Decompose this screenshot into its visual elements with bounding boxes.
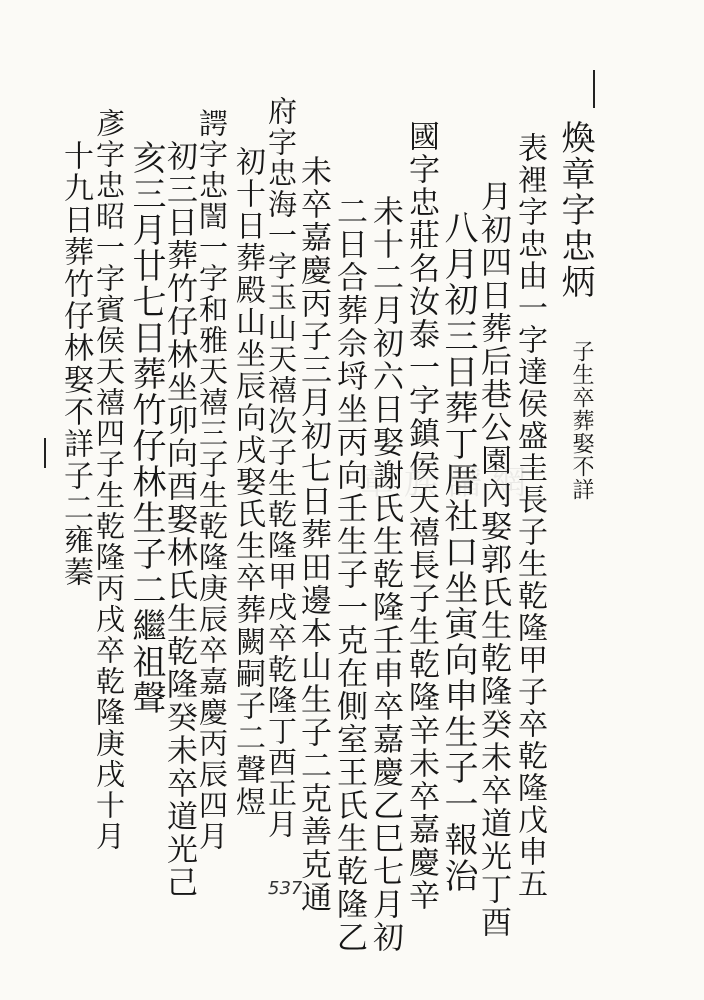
column-3: 月初四日葬后巷公園內娶郭氏生乾隆癸未卒道光丁酉	[475, 180, 511, 939]
column-1: 煥章字忠炳	[555, 120, 595, 300]
column-11: 諤字忠誾一字和雅天禧三子生乾隆庚辰卒嘉慶丙辰四月	[195, 108, 229, 852]
column-2: 表裡字忠由一字達侯盛圭長子生乾隆甲子卒乾隆戊申五	[512, 132, 547, 900]
left-margin-rule	[44, 438, 46, 468]
column-7: 二日合葬佘埒坐丙向壬生子一克在側室王氏生乾隆乙	[331, 195, 367, 954]
column-15: 十九日葬竹仔林娶不詳子二雍蓁	[58, 140, 93, 588]
page-number: 537	[268, 878, 303, 899]
column-10: 初十日葬殿山坐辰向戌娶氏生卒葬闕嗣子二聲煜	[230, 146, 265, 818]
column-12: 初三日葬竹仔林坐卯向酉娶林氏生乾隆癸未卒道光己	[161, 140, 197, 899]
column-13: 亥三月廿七日葬竹仔林生子二繼祖聲	[126, 140, 166, 716]
column-6: 未十二月初六日娶謝氏生乾隆壬申卒嘉慶乙巳七月初	[367, 195, 403, 954]
column-14: 彥字忠昭一字賓侯天禧四子生乾隆丙戌卒乾隆庚戌十月	[92, 108, 126, 852]
column-9: 府字忠海一字玉山天禧次子生乾隆甲戌卒乾隆丁酉正月	[264, 96, 298, 840]
column-8: 未卒嘉慶丙子三月初七日葬田邊本山生子二克善克通	[295, 155, 331, 914]
top-right-rule	[593, 70, 595, 108]
column-1-annotation: 子生卒葬娶不詳	[569, 340, 594, 501]
column-5: 國字忠莊名汝泰一字鎮侯天禧長子生乾隆辛未卒嘉慶辛	[403, 120, 439, 912]
column-4: 八月初三日葬丁厝社口坐寅向申生子一報治	[438, 210, 478, 894]
watermark: 章族譜網	[360, 463, 536, 503]
